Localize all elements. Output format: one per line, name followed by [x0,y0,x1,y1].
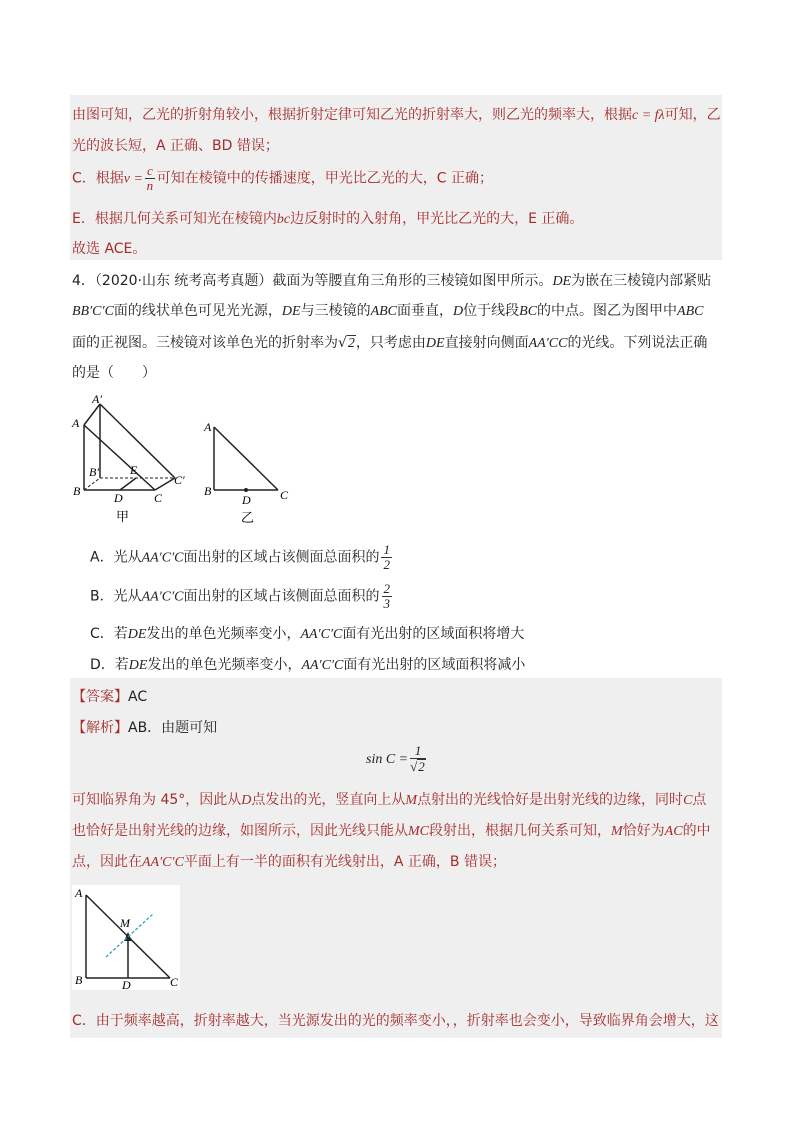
figure-solution [72,885,180,990]
analysis-line-last: C．由于频率越高，折射率越大，当光源发出的光的频率变小，，折射率也会变小，导致临界角会增大，这 [72,1013,719,1029]
question-line-2: BB′C′C面的线状单色可见光光源，DE与三棱镜的ABC面垂直，D位于线段BC的中点。图乙为图甲中ABC [72,303,704,319]
jia-label-e: E [130,463,138,477]
yi-label-c: C [280,488,289,502]
explanation-line-5: 故选 ACE。 [72,241,147,257]
figure-yi [200,415,300,525]
jia-label-a: A [72,416,80,430]
option-b: B．光从AA′C′C面出射的区域占该侧面总面积的 $\frac{2}{3}$ [90,581,391,611]
yi-caption: 乙 [241,511,255,525]
jia-label-c: C [154,491,163,505]
analysis-intro: 【解析】AB．由题可知 [72,720,218,736]
yi-label-d: D [242,493,251,507]
sol-label-b: B [75,973,83,987]
analysis-line-3: 点，因此在AA′C′C平面上有一半的面积有光线射出，A 正确，B 错误； [72,854,506,870]
question-line-1: 4．（2020·山东 统考高考真题）截面为等腰直角三角形的三棱镜如图甲所示。DE为嵌在三棱镜内部紧贴 [72,273,712,289]
option-d: D．若DE发出的单色光频率变小，AA′C′C面有光出射的区域面积将减小 [90,657,526,673]
analysis-line-2: 也恰好是出射光线的边缘，如图所示，因此光线只能从MC段射出，根据几何关系可知，M恰好为AC的中 [72,823,711,839]
sol-label-a: A [75,886,83,900]
explanation-line-2: 光的波长短，A 正确、BD 错误； [72,138,279,154]
jia-label-c1: C′ [174,473,185,487]
option-c: C．若DE发出的单色光频率变小，AA′C′C面有光出射的区域面积将增大 [90,626,525,642]
jia-label-b: B [73,484,81,498]
jia-label-b1: B′ [89,465,99,479]
explanation-line-4: E．根据几何关系可知光在棱镜内bc边反射时的入射角，甲光比乙光的大，E 正确。 [72,211,584,227]
figure-jia [70,390,200,525]
question-line-3: 面的正视图。三棱镜对该单色光的折射率为√2，只考虑由DE直接射向侧面AA′CC的光线。下列说法正确 [72,335,708,351]
explanation-line-1: 由图可知，乙光的折射角较小，根据折射定律可知乙光的折射率大，则乙光的频率大，根据c = fλ可知，乙 [72,107,721,123]
critical-angle-formula: sin C = $\frac{1}{√2}$ [366,743,425,774]
option-a: A．光从AA′C′C面出射的区域占该侧面总面积的 $\frac{1}{2}$ [90,542,390,572]
jia-label-a1: A′ [92,392,102,406]
analysis-line-1: 可知临界角为 45°，因此从D点发出的光，竖直向上从M点射出的光线恰好是出射光线的边缘，同时C点 [72,792,707,808]
velocity-fraction: $\frac{c}{n}$ [146,163,154,193]
sol-label-c: C [170,975,179,989]
yi-label-b: B [204,484,212,498]
sol-label-d: D [122,978,131,990]
question-line-4: 的是（ ） [72,365,156,381]
jia-label-d: D [114,491,123,505]
explanation-line-3: C．根据v = $\frac{c}{n}$ 可知在棱镜中的传播速度，甲光比乙光的大，C 正确； [72,163,493,193]
answer-line: 【答案】AC [72,689,148,705]
yi-label-a: A [204,420,212,434]
sol-label-m: M [120,916,130,930]
jia-caption: 甲 [116,510,130,525]
